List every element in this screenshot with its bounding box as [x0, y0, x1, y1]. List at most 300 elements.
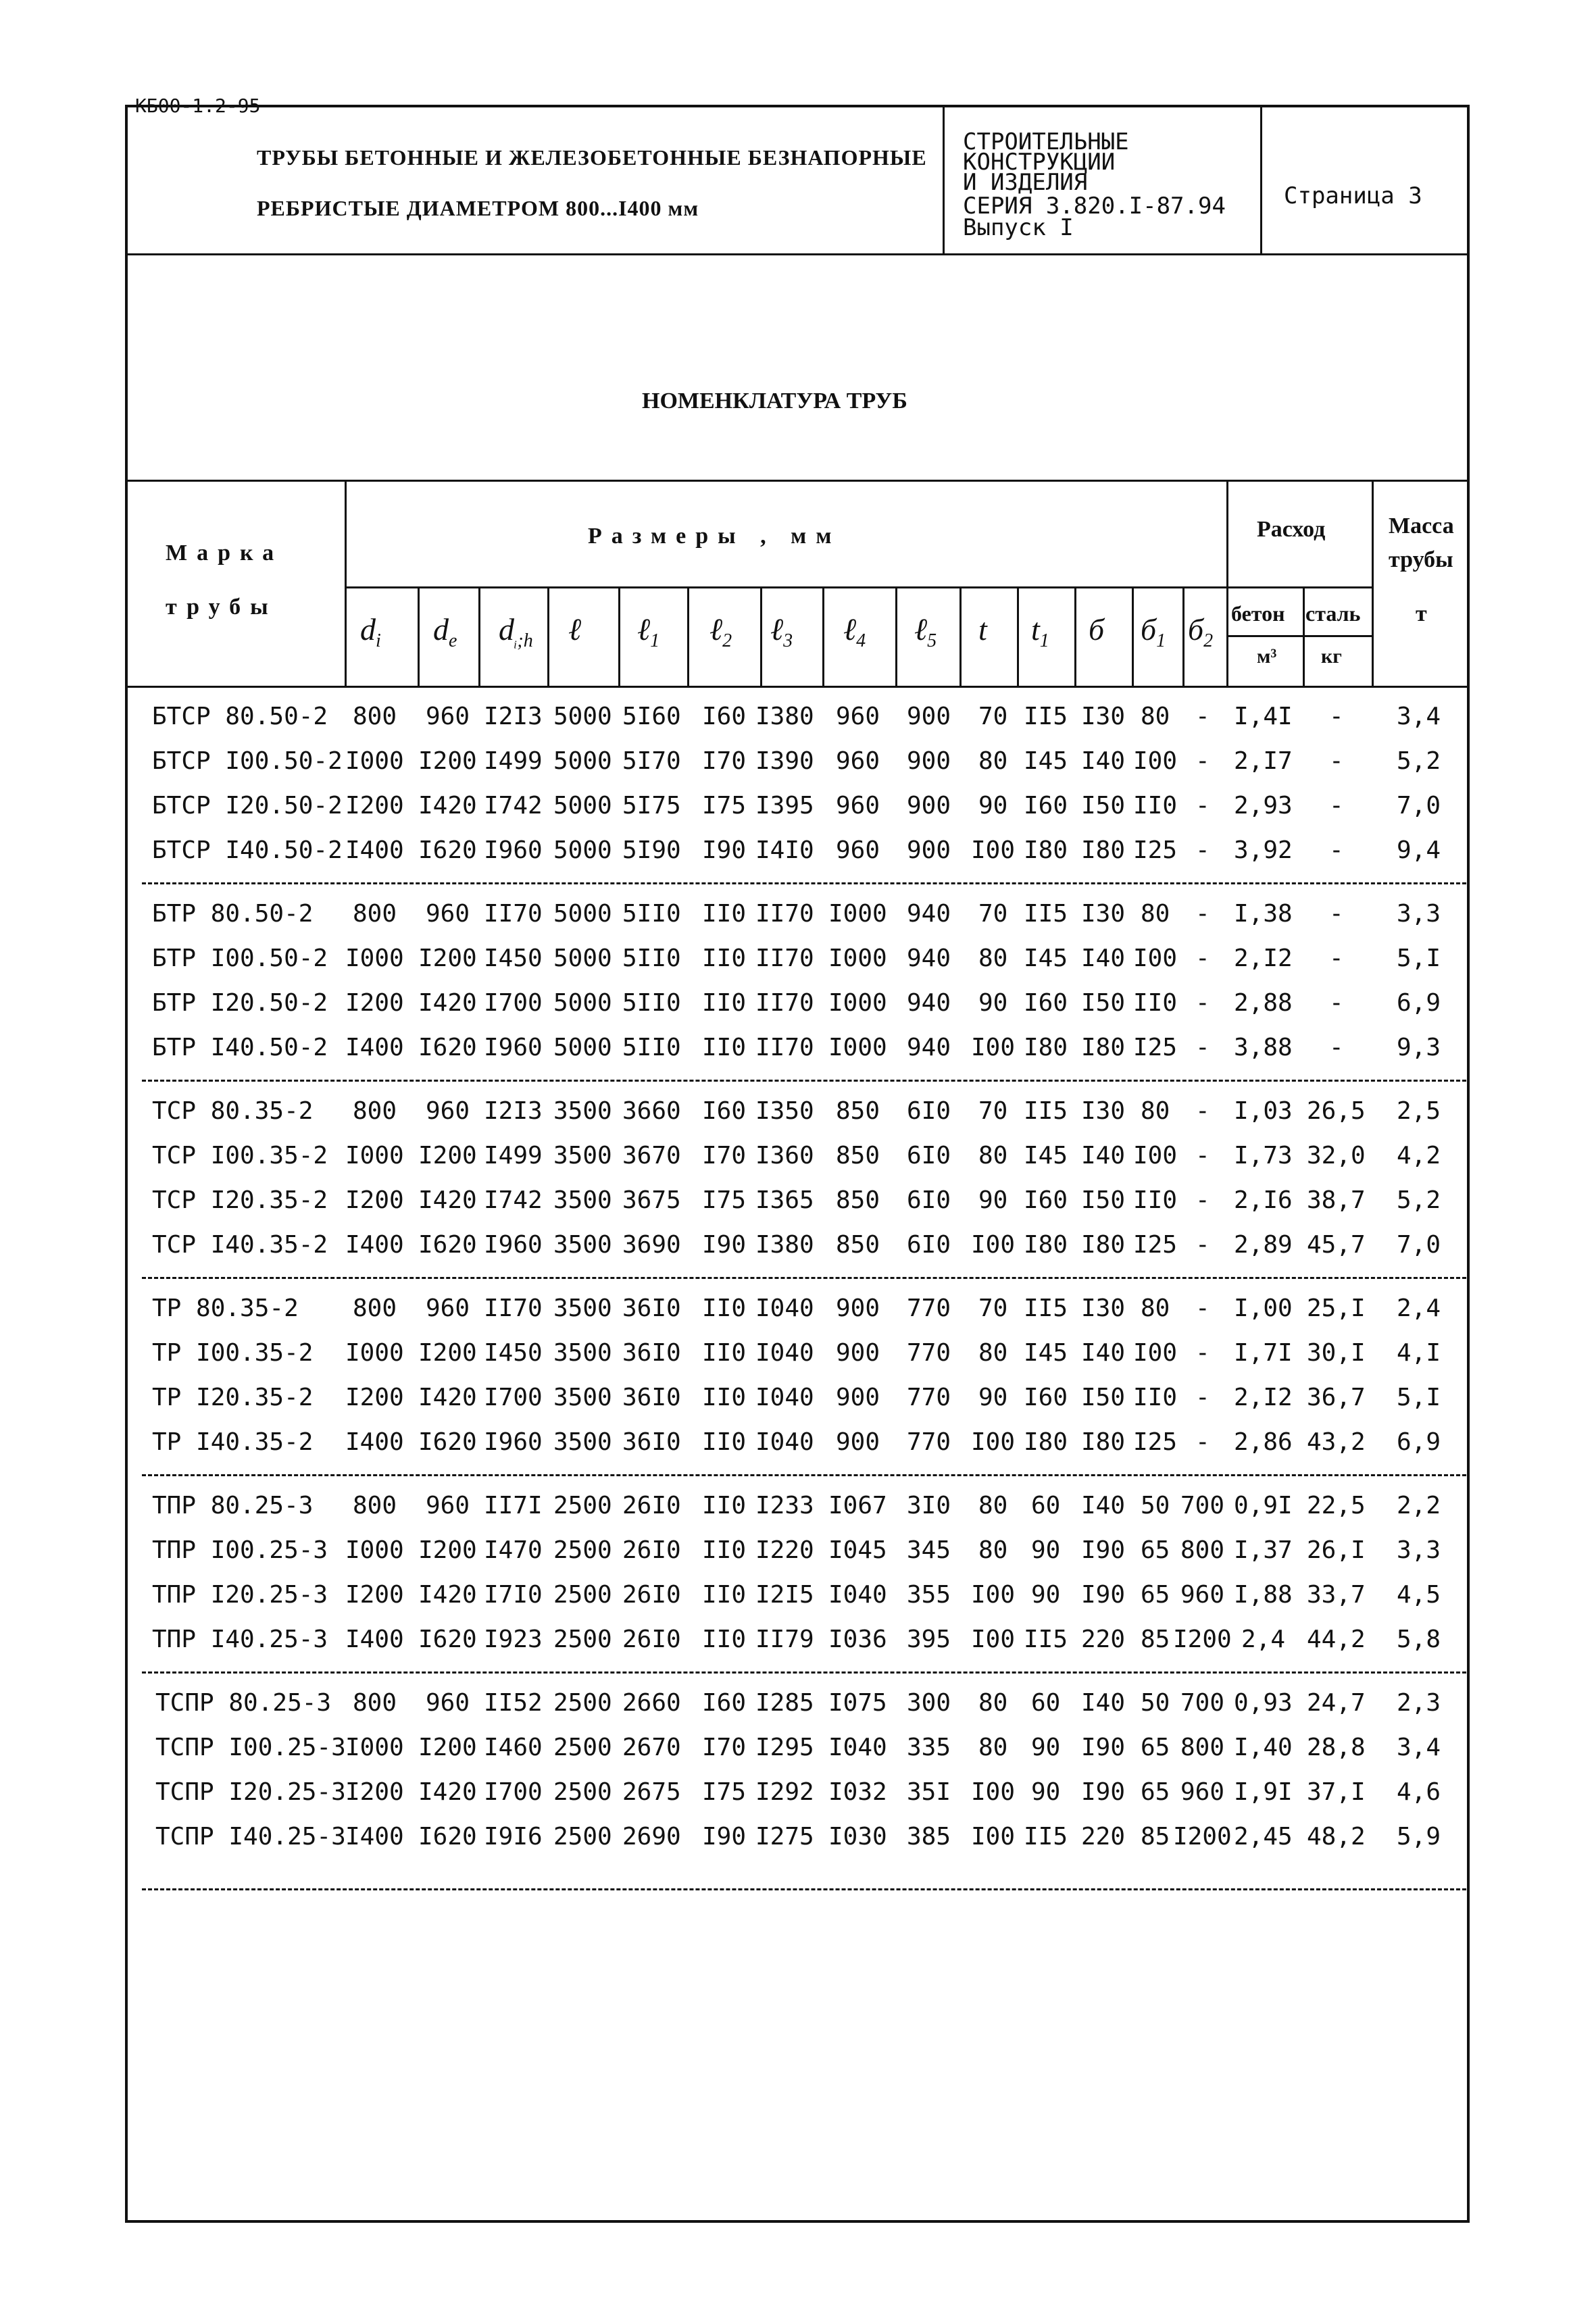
table-cell: I620 [418, 1231, 477, 1259]
pipe-mark: ТСР I40.35-2 [152, 1231, 328, 1259]
table-cell: I80 [1024, 1034, 1068, 1061]
table-cell: 65 [1141, 1581, 1170, 1609]
table-cell: - [1329, 1034, 1344, 1061]
table-cell: I00 [971, 1034, 1016, 1061]
table-cell: 5II0 [622, 1034, 681, 1061]
table-cell: I295 [755, 1734, 814, 1761]
table-cell: 24,7 [1307, 1689, 1366, 1717]
table-cell: 900 [907, 747, 951, 775]
table-cell: I000 [345, 1142, 404, 1169]
table-header-bottom-rule [125, 686, 1470, 688]
symbol-col-divider [478, 586, 480, 688]
table-cell: I200 [345, 1778, 404, 1806]
table-cell: 3,4 [1397, 703, 1441, 730]
symbol-col-divider [1132, 586, 1134, 688]
table-cell: 940 [907, 900, 951, 928]
pipe-mark: ТСПР I20.25-3 [155, 1778, 346, 1806]
table-cell: 960 [836, 836, 880, 864]
table-cell: I25 [1133, 1231, 1178, 1259]
table-cell: I040 [755, 1384, 814, 1411]
table-cell: 2500 [553, 1536, 612, 1564]
table-cell: 37,I [1307, 1778, 1366, 1806]
table-cell: 65 [1141, 1734, 1170, 1761]
table-cell: 5000 [553, 989, 612, 1017]
table-cell: 900 [907, 703, 951, 730]
col-divider-mark [345, 480, 347, 688]
table-cell: 2690 [622, 1823, 681, 1851]
table-cell: 5I90 [622, 836, 681, 864]
table-cell: I45 [1024, 945, 1068, 972]
table-cell: I4I0 [755, 836, 814, 864]
table-cell: I075 [828, 1689, 887, 1717]
table-cell: I75 [702, 1186, 747, 1214]
table-cell: I040 [828, 1734, 887, 1761]
table-cell: 6,9 [1397, 989, 1441, 1017]
concrete-header: бетон [1231, 601, 1285, 626]
table-cell: 2500 [553, 1689, 612, 1717]
table-cell: I700 [484, 989, 543, 1017]
table-cell: 960 [426, 900, 470, 928]
table-cell: 2,88 [1234, 989, 1293, 1017]
table-cell: 85 [1141, 1823, 1170, 1851]
table-cell: 5000 [553, 1034, 612, 1061]
table-cell: I045 [828, 1536, 887, 1564]
symbol-col-divider [618, 586, 620, 688]
size-symbol: ℓ$_3$ [770, 612, 793, 652]
title-line-2: РЕБРИСТЫЕ ДИАМЕТРОМ 800...I400 мм [257, 196, 699, 220]
table-cell: 80 [978, 1492, 1008, 1519]
table-cell: I460 [484, 1734, 543, 1761]
table-cell: I30 [1081, 1097, 1126, 1125]
table-cell: 44,2 [1307, 1626, 1366, 1653]
table-cell: 800 [353, 1294, 397, 1322]
table-cell: I620 [418, 1823, 477, 1851]
table-cell: 50 [1141, 1689, 1170, 1717]
size-symbol: t [978, 612, 987, 647]
table-cell: - [1195, 945, 1210, 972]
size-symbol: $б_2$ [1188, 612, 1214, 652]
pipe-mark: ТПР I20.25-3 [152, 1581, 328, 1609]
table-cell: - [1195, 1428, 1210, 1456]
table-cell: 2670 [622, 1734, 681, 1761]
table-cell: 960 [1180, 1778, 1225, 1806]
table-cell: 940 [907, 945, 951, 972]
table-cell: - [1329, 836, 1344, 864]
table-cell: - [1195, 1097, 1210, 1125]
table-cell: 80 [978, 1689, 1008, 1717]
table-cell: I620 [418, 1428, 477, 1456]
table-cell: 3I0 [907, 1492, 951, 1519]
table-cell: 90 [1031, 1581, 1061, 1609]
table-cell: II5 [1024, 900, 1068, 928]
table-cell: II0 [702, 1428, 747, 1456]
table-cell: 3675 [622, 1186, 681, 1214]
table-cell: 80 [1141, 1097, 1170, 1125]
table-cell: 355 [907, 1581, 951, 1609]
table-cell: I350 [755, 1097, 814, 1125]
table-cell: I700 [484, 1778, 543, 1806]
table-cell: 3,92 [1234, 836, 1293, 864]
table-cell: 940 [907, 989, 951, 1017]
size-symbol: ℓ [568, 612, 582, 647]
table-cell: 90 [978, 1384, 1008, 1411]
pipe-mark: БТСР I00.50-2 [152, 747, 343, 775]
table-cell: I60 [1024, 792, 1068, 820]
table-cell: 0,93 [1234, 1689, 1293, 1717]
table-cell: 80 [1141, 1294, 1170, 1322]
series-line-4: СЕРИЯ 3.820.I-87.94 [963, 193, 1226, 220]
table-cell: I60 [1024, 1186, 1068, 1214]
table-cell: 300 [907, 1689, 951, 1717]
table-cell: 90 [1031, 1734, 1061, 1761]
table-cell: 36,7 [1307, 1384, 1366, 1411]
symbol-col-divider [1074, 586, 1076, 688]
pipe-mark: ТПР 80.25-3 [152, 1492, 314, 1519]
table-header-sub-rule [345, 586, 1372, 588]
table-cell: I620 [418, 836, 477, 864]
table-cell: I60 [1024, 1384, 1068, 1411]
table-cell: I00 [971, 1581, 1016, 1609]
table-cell: I,4I [1234, 703, 1293, 730]
table-cell: 960 [1180, 1581, 1225, 1609]
table-cell: I420 [418, 1581, 477, 1609]
table-cell: I2I3 [484, 703, 543, 730]
table-cell: II0 [1133, 1186, 1178, 1214]
table-cell: I000 [828, 900, 887, 928]
table-cell: I620 [418, 1626, 477, 1653]
table-cell: 80 [978, 1734, 1008, 1761]
col-divider-mass [1372, 480, 1374, 688]
table-cell: 36I0 [622, 1428, 681, 1456]
table-cell: 80 [978, 945, 1008, 972]
table-cell: I45 [1024, 1142, 1068, 1169]
table-cell: I00 [971, 1823, 1016, 1851]
series-line-3: И ИЗДЕЛИЯ [963, 169, 1088, 196]
table-cell: I000 [345, 1734, 404, 1761]
table-cell: 26,5 [1307, 1097, 1366, 1125]
table-cell: 770 [907, 1339, 951, 1367]
symbol-col-divider [547, 586, 549, 688]
table-cell: II0 [702, 1492, 747, 1519]
table-cell: 3500 [553, 1231, 612, 1259]
table-cell: 5000 [553, 836, 612, 864]
table-cell: II0 [702, 1294, 747, 1322]
pipe-mark: ТР I00.35-2 [152, 1339, 314, 1367]
table-cell: 960 [426, 703, 470, 730]
table-cell: II70 [755, 900, 814, 928]
table-cell: 2675 [622, 1778, 681, 1806]
table-cell: 7,0 [1397, 1231, 1441, 1259]
table-cell: 36I0 [622, 1294, 681, 1322]
table-cell: I00 [1133, 945, 1178, 972]
table-cell: I80 [1024, 1231, 1068, 1259]
table-cell: - [1329, 945, 1344, 972]
units-rule [1226, 635, 1372, 637]
pipe-mark: БТСР 80.50-2 [152, 703, 328, 730]
table-cell: 70 [978, 900, 1008, 928]
table-cell: I499 [484, 747, 543, 775]
pipe-mark: ТСПР I40.25-3 [155, 1823, 346, 1851]
table-cell: 5I70 [622, 747, 681, 775]
table-cell: - [1329, 747, 1344, 775]
pipe-mark: БТР 80.50-2 [152, 900, 314, 928]
table-cell: 2,5 [1397, 1097, 1441, 1125]
table-cell: 22,5 [1307, 1492, 1366, 1519]
table-cell: II0 [702, 945, 747, 972]
table-cell: 70 [978, 703, 1008, 730]
table-cell: 2,89 [1234, 1231, 1293, 1259]
table-cell: 900 [836, 1339, 880, 1367]
table-cell: I365 [755, 1186, 814, 1214]
table-cell: I70 [702, 1734, 747, 1761]
table-cell: 90 [978, 1186, 1008, 1214]
table-cell: 220 [1081, 1626, 1126, 1653]
table-cell: 3,88 [1234, 1034, 1293, 1061]
table-cell: I60 [702, 1097, 747, 1125]
table-cell: 90 [1031, 1778, 1061, 1806]
table-cell: 345 [907, 1536, 951, 1564]
table-cell: 3690 [622, 1231, 681, 1259]
table-cell: I000 [345, 1339, 404, 1367]
table-cell: II0 [1133, 989, 1178, 1017]
table-cell: I00 [971, 1428, 1016, 1456]
table-cell: I,7I [1234, 1339, 1293, 1367]
size-symbol: ℓ$_2$ [709, 612, 732, 652]
pipe-mark: ТСПР I00.25-3 [155, 1734, 346, 1761]
col-divider-consumption [1226, 480, 1228, 688]
table-cell: I90 [1081, 1581, 1126, 1609]
pipe-mark: ТР I40.35-2 [152, 1428, 314, 1456]
table-cell: 940 [907, 1034, 951, 1061]
table-cell: I400 [345, 1231, 404, 1259]
table-cell: - [1195, 792, 1210, 820]
table-cell: 395 [907, 1626, 951, 1653]
symbol-col-divider [1182, 586, 1184, 688]
table-cell: 2,2 [1397, 1492, 1441, 1519]
table-cell: - [1195, 1231, 1210, 1259]
table-cell: 60 [1031, 1689, 1061, 1717]
table-cell: 960 [426, 1492, 470, 1519]
table-cell: 5000 [553, 747, 612, 775]
group-separator [142, 1474, 1466, 1476]
steel-header: сталь [1305, 601, 1361, 626]
table-cell: I040 [755, 1428, 814, 1456]
col-divider-steel [1303, 586, 1305, 688]
table-cell: 48,2 [1307, 1823, 1366, 1851]
table-cell: II70 [755, 945, 814, 972]
table-cell: 2500 [553, 1581, 612, 1609]
table-cell: II0 [1133, 1384, 1178, 1411]
table-cell: II7I [484, 1492, 543, 1519]
table-cell: I50 [1081, 1384, 1126, 1411]
table-cell: 700 [1180, 1492, 1225, 1519]
table-cell: I200 [345, 792, 404, 820]
table-cell: 800 [353, 900, 397, 928]
table-cell: II0 [702, 1034, 747, 1061]
table-cell: 5,I [1397, 945, 1441, 972]
table-cell: 2,3 [1397, 1689, 1441, 1717]
table-cell: 80 [978, 1536, 1008, 1564]
table-cell: I40 [1081, 747, 1126, 775]
table-cell: - [1329, 792, 1344, 820]
table-cell: 5,9 [1397, 1823, 1441, 1851]
table-cell: I960 [484, 1231, 543, 1259]
table-cell: 3500 [553, 1339, 612, 1367]
series-line-1: СТРОИТЕЛЬНЫЕ [963, 128, 1129, 155]
table-cell: 5000 [553, 792, 612, 820]
table-cell: 900 [836, 1294, 880, 1322]
table-cell: 770 [907, 1384, 951, 1411]
table-cell: 90 [978, 792, 1008, 820]
group-separator [142, 1277, 1466, 1279]
mass-header-2: трубы [1389, 547, 1453, 572]
table-cell: 28,8 [1307, 1734, 1366, 1761]
pipe-mark: БТР I00.50-2 [152, 945, 328, 972]
symbol-col-divider [959, 586, 962, 688]
table-cell: 33,7 [1307, 1581, 1366, 1609]
table-cell: I000 [828, 945, 887, 972]
table-cell: I75 [702, 792, 747, 820]
symbol-col-divider [1017, 586, 1019, 688]
table-cell: 220 [1081, 1823, 1126, 1851]
table-cell: I200 [345, 1581, 404, 1609]
table-cell: I220 [755, 1536, 814, 1564]
table-cell: - [1195, 1142, 1210, 1169]
table-cell: 26I0 [622, 1581, 681, 1609]
table-cell: 60 [1031, 1492, 1061, 1519]
size-symbol: ℓ$_5$ [914, 612, 937, 652]
table-cell: I30 [1081, 900, 1126, 928]
table-cell: I200 [1173, 1626, 1232, 1653]
pipe-mark: ТСР I00.35-2 [152, 1142, 328, 1169]
table-cell: 4,I [1397, 1339, 1441, 1367]
table-cell: 70 [978, 1097, 1008, 1125]
table-cell: 2,45 [1234, 1823, 1293, 1851]
table-cell: II70 [484, 1294, 543, 1322]
table-cell: I40 [1081, 945, 1126, 972]
table-cell: - [1195, 1186, 1210, 1214]
table-cell: 4,2 [1397, 1142, 1441, 1169]
table-cell: 900 [907, 792, 951, 820]
symbol-col-divider [418, 586, 420, 688]
table-cell: 5,I [1397, 1384, 1441, 1411]
table-cell: II70 [755, 1034, 814, 1061]
table-cell: 5II0 [622, 900, 681, 928]
table-cell: I000 [345, 945, 404, 972]
table-cell: I80 [1081, 836, 1126, 864]
table-cell: II5 [1024, 1097, 1068, 1125]
table-cell: - [1195, 1384, 1210, 1411]
table-cell: 850 [836, 1231, 880, 1259]
table-cell: I45 [1024, 747, 1068, 775]
table-cell: 2,I2 [1234, 945, 1293, 972]
table-cell: I,73 [1234, 1142, 1293, 1169]
pipe-mark: БТР I20.50-2 [152, 989, 328, 1017]
table-cell: I200 [418, 1142, 477, 1169]
table-cell: 9,4 [1397, 836, 1441, 864]
table-cell: I030 [828, 1823, 887, 1851]
table-cell: 85 [1141, 1626, 1170, 1653]
table-cell: 2,4 [1397, 1294, 1441, 1322]
table-cell: I00 [971, 1626, 1016, 1653]
table-cell: I,9I [1234, 1778, 1293, 1806]
table-cell: I90 [702, 836, 747, 864]
symbol-col-divider [822, 586, 824, 688]
table-cell: - [1195, 1034, 1210, 1061]
table-cell: 70 [978, 1294, 1008, 1322]
table-cell: 2,86 [1234, 1428, 1293, 1456]
table-cell: I275 [755, 1823, 814, 1851]
table-cell: 850 [836, 1186, 880, 1214]
table-cell: 2,I7 [1234, 747, 1293, 775]
table-cell: 2500 [553, 1492, 612, 1519]
table-cell: 65 [1141, 1778, 1170, 1806]
table-cell: I470 [484, 1536, 543, 1564]
table-cell: 4,6 [1397, 1778, 1441, 1806]
table-cell: I70 [702, 1142, 747, 1169]
table-cell: I360 [755, 1142, 814, 1169]
table-cell: I30 [1081, 703, 1126, 730]
table-cell: 850 [836, 1097, 880, 1125]
table-cell: I,03 [1234, 1097, 1293, 1125]
table-cell: 25,I [1307, 1294, 1366, 1322]
table-cell: 36I0 [622, 1384, 681, 1411]
series-line-5: Выпуск I [963, 214, 1074, 241]
table-cell: II5 [1024, 1294, 1068, 1322]
table-cell: I067 [828, 1492, 887, 1519]
pipe-mark: ТР I20.35-2 [152, 1384, 314, 1411]
table-cell: II0 [702, 1536, 747, 1564]
table-cell: I00 [1133, 1339, 1178, 1367]
table-cell: 50 [1141, 1492, 1170, 1519]
table-cell: I,38 [1234, 900, 1293, 928]
symbol-col-divider [687, 586, 689, 688]
table-cell: II0 [1133, 792, 1178, 820]
table-cell: I80 [1024, 1428, 1068, 1456]
table-cell: 800 [353, 1492, 397, 1519]
table-cell: I2I5 [755, 1581, 814, 1609]
table-cell: 5I75 [622, 792, 681, 820]
table-cell: 6,9 [1397, 1428, 1441, 1456]
table-cell: 3660 [622, 1097, 681, 1125]
table-cell: I80 [1081, 1034, 1126, 1061]
table-cell: - [1195, 900, 1210, 928]
table-cell: 850 [836, 1142, 880, 1169]
title-block-divider-1 [943, 105, 945, 255]
table-cell: I60 [702, 1689, 747, 1717]
size-symbol: б [1089, 612, 1105, 647]
table-cell: I450 [484, 1339, 543, 1367]
table-cell: I400 [345, 836, 404, 864]
table-cell: I960 [484, 1034, 543, 1061]
table-cell: I400 [345, 1823, 404, 1851]
table-cell: I420 [418, 1384, 477, 1411]
table-cell: II0 [702, 900, 747, 928]
table-cell: 3500 [553, 1142, 612, 1169]
table-cell: 2500 [553, 1734, 612, 1761]
table-cell: I90 [702, 1823, 747, 1851]
pipe-mark: ТР 80.35-2 [152, 1294, 299, 1322]
size-symbol: ℓ$_1$ [637, 612, 660, 652]
table-cell: I200 [345, 1186, 404, 1214]
table-cell: 6I0 [907, 1142, 951, 1169]
table-cell: I036 [828, 1626, 887, 1653]
table-cell: I40 [1081, 1142, 1126, 1169]
table-cell: 4,5 [1397, 1581, 1441, 1609]
table-cell: I,37 [1234, 1536, 1293, 1564]
table-cell: I233 [755, 1492, 814, 1519]
table-cell: I400 [345, 1034, 404, 1061]
